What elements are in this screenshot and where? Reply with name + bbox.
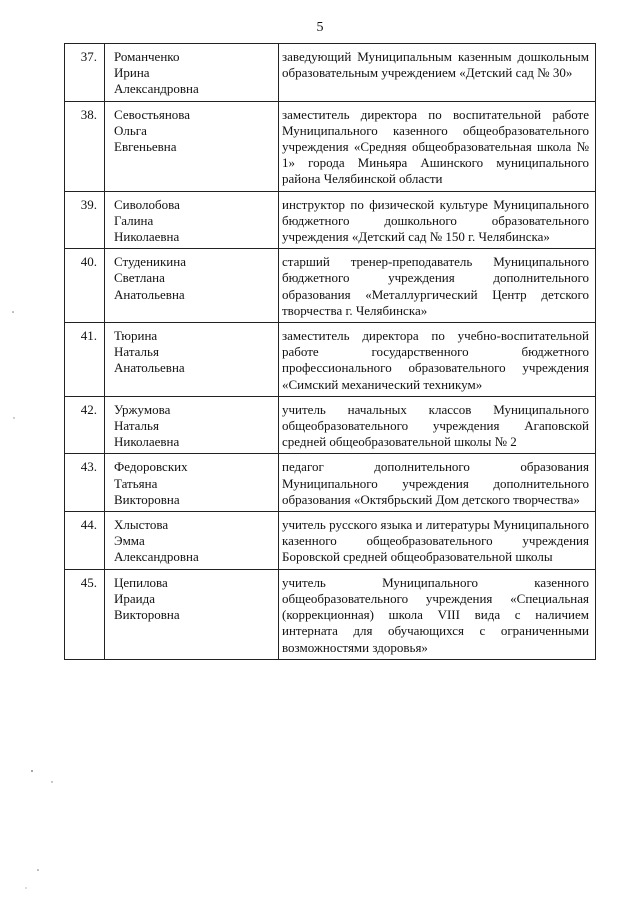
position-text: учитель начальных классов Муниципального общеобразовательного учреждения Агаповской средней общеобразовательной школы № 2 [279, 396, 596, 454]
row-number: 40. [65, 249, 105, 323]
first-name: Светлана [114, 270, 165, 286]
first-name: Ираида [114, 590, 155, 606]
patronymic: Анатольевна [114, 360, 185, 376]
row-number: 41. [65, 323, 105, 397]
patronymic: Николаевна [114, 229, 180, 245]
person-name [105, 323, 279, 397]
patronymic: Анатольевна [114, 286, 185, 302]
position-text: учитель Муниципального казенного общеобразовательного учреждения «Специальная (коррекционная) школа VIII вида с наличием интерната для обучающихся с ограниченными возможностями здоровья» [279, 569, 596, 659]
surname: Сиволобова [114, 196, 180, 212]
position-text: заведующий Муниципальным казенным дошкольным образовательным учреждением «Детский сад № 30» [279, 44, 596, 102]
position-text: учитель русского языка и литературы Муниципального казенного общеобразовательного учреждения Боровской средней общеобразовательной школы [279, 512, 596, 570]
page-number: 5 [316, 20, 324, 35]
table-row [65, 454, 596, 512]
row-number: 45. [65, 569, 105, 659]
surname: Федоровских [114, 459, 188, 475]
surname: Студеникина [114, 254, 186, 270]
surname: Романченко [114, 49, 180, 64]
surname: Уржумова [114, 401, 171, 417]
person-name [105, 396, 279, 454]
patronymic: Александровна [114, 81, 199, 97]
surname: Хлыстова [114, 517, 169, 533]
first-name: Наталья [114, 344, 159, 360]
row-number: 43. [65, 454, 105, 512]
row-number: 38. [65, 101, 105, 191]
person-name [105, 191, 279, 249]
person-name [105, 101, 279, 191]
first-name: Ольга [114, 122, 147, 138]
first-name: Ирина [114, 65, 150, 81]
patronymic: Викторовна [114, 491, 180, 507]
patronymic: Евгеньевна [114, 139, 177, 155]
first-name: Эмма [114, 533, 145, 549]
patronymic: Александровна [114, 549, 199, 565]
table-row [65, 44, 596, 102]
table-body [65, 44, 596, 660]
table-row [65, 249, 596, 323]
table-row [65, 191, 596, 249]
surname: Тюрина [114, 328, 158, 344]
table-row [65, 101, 596, 191]
first-name: Наталья [114, 418, 159, 434]
person-name [105, 512, 279, 570]
table-row [65, 396, 596, 454]
row-number: 37. [65, 44, 105, 102]
position-text: старший тренер-преподаватель Муниципального бюджетного учреждения дополнительного образования «Металлургический Центр детского творчества г. Челябинска» [279, 249, 596, 323]
position-text: инструктор по физической культуре Муниципального бюджетного дошкольного образовательного учреждения «Детский сад № 150 г. Челябинска» [279, 191, 596, 249]
patronymic: Викторовна [114, 607, 180, 623]
row-number: 39. [65, 191, 105, 249]
position-text: педагог дополнительного образования Муниципального учреждения дополнительного образования «Октябрьский Дом детского творчества» [279, 454, 596, 512]
row-number: 42. [65, 396, 105, 454]
person-name [105, 249, 279, 323]
row-number: 44. [65, 512, 105, 570]
table-row [65, 512, 596, 570]
table-row [65, 569, 596, 659]
person-name [105, 454, 279, 512]
table-row [65, 323, 596, 397]
person-name [105, 569, 279, 659]
surname: Цепилова [114, 574, 168, 590]
person-name [105, 44, 279, 102]
first-name: Татьяна [114, 475, 158, 491]
position-text: заместитель директора по воспитательной работе Муниципального казенного общеобразовательного учреждения «Средняя общеобразовательная школа № 1» города Миньяра Ашинского муниципального района Челябинской области [279, 101, 596, 191]
surname: Севостьянова [114, 106, 191, 122]
awardees-table [64, 43, 596, 660]
patronymic: Николаевна [114, 434, 180, 450]
position-text: заместитель директора по учебно-воспитательной работе государственного бюджетного профессионального образовательного учреждения «Симский механический техникум» [279, 323, 596, 397]
first-name: Галина [114, 212, 154, 228]
